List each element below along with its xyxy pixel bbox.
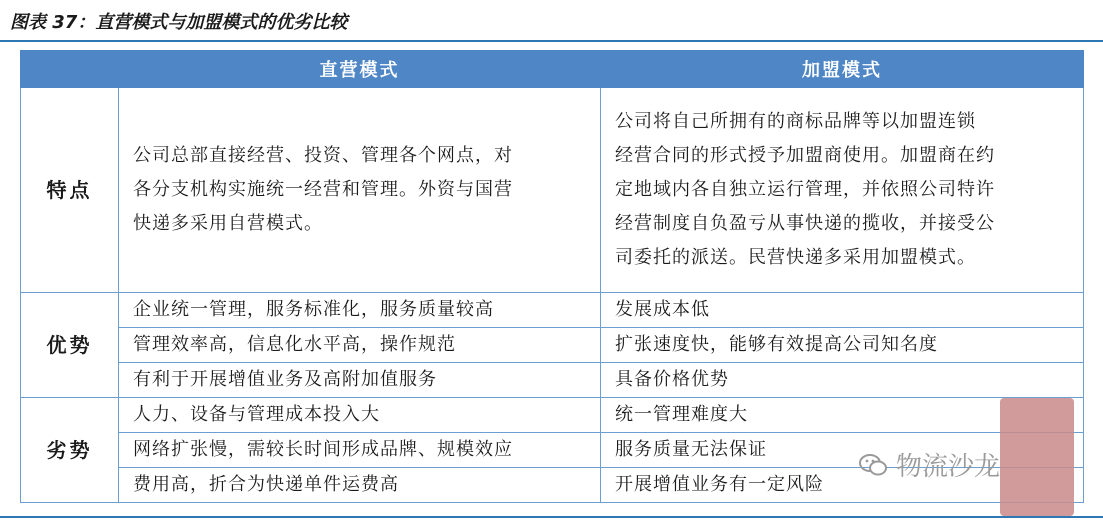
header-franchise: 加盟模式 [601, 51, 1084, 88]
figure-title: 图表 37：直营模式与加盟模式的优劣比较 [10, 12, 348, 33]
advantage-direct: 有利于开展增值业务及高附加值服务 [119, 363, 601, 398]
row-label-disadvantages: 劣势 [21, 398, 119, 503]
table-row [21, 328, 1084, 363]
features-direct-line: 公司总部直接经营、投资、管理各个网点，对 [133, 145, 513, 166]
header-row [21, 51, 1084, 88]
row-label-advantages: 优势 [21, 293, 119, 398]
disadvantage-franchise: 统一管理难度大 [601, 398, 1084, 433]
table-row-features [21, 88, 1084, 293]
features-franchise-line: 定地域内各自独立运行管理，并依照公司特许 [615, 179, 995, 200]
disadvantage-direct: 费用高，折合为快递单件运费高 [119, 468, 601, 503]
row-label-features: 特点 [21, 88, 119, 293]
disadvantage-direct: 网络扩张慢，需较长时间形成品牌、规模效应 [119, 433, 601, 468]
advantage-direct: 企业统一管理，服务标准化，服务质量较高 [119, 293, 601, 328]
features-franchise-line: 经营合同的形式授予加盟商使用。加盟商在约 [615, 145, 995, 166]
table-row [21, 398, 1084, 433]
seal-stamp [1000, 398, 1074, 516]
comparison-table [20, 50, 1084, 503]
features-franchise-line: 司委托的派送。民营快递多采用加盟模式。 [615, 247, 976, 268]
advantage-franchise: 具备价格优势 [601, 363, 1084, 398]
features-direct-line: 快递多采用自营模式。 [133, 213, 323, 234]
header-direct: 直营模式 [119, 51, 601, 88]
advantage-franchise: 发展成本低 [601, 293, 1084, 328]
header-empty [21, 51, 119, 88]
table-row [21, 363, 1084, 398]
bottom-rule [0, 516, 1103, 518]
features-direct-line: 各分支机构实施统一经营和管理。外资与国营 [133, 179, 513, 200]
disadvantage-franchise: 服务质量无法保证 [601, 433, 1084, 468]
watermark [858, 446, 1000, 483]
disadvantage-direct: 人力、设备与管理成本投入大 [119, 398, 601, 433]
watermark-text: 物流沙龙 [896, 452, 1001, 482]
title-rule [0, 40, 1103, 42]
wechat-icon [858, 450, 888, 480]
features-franchise [601, 88, 1084, 293]
features-franchise-line: 经营制度自负盈亏从事快递的揽收，并接受公 [615, 213, 995, 234]
disadvantage-franchise: 开展增值业务有一定风险 [601, 468, 1084, 503]
table-row [21, 293, 1084, 328]
features-direct [119, 88, 601, 293]
features-franchise-line: 公司将自己所拥有的商标品牌等以加盟连锁 [615, 111, 976, 132]
advantage-franchise: 扩张速度快，能够有效提高公司知名度 [601, 328, 1084, 363]
advantage-direct: 管理效率高，信息化水平高，操作规范 [119, 328, 601, 363]
